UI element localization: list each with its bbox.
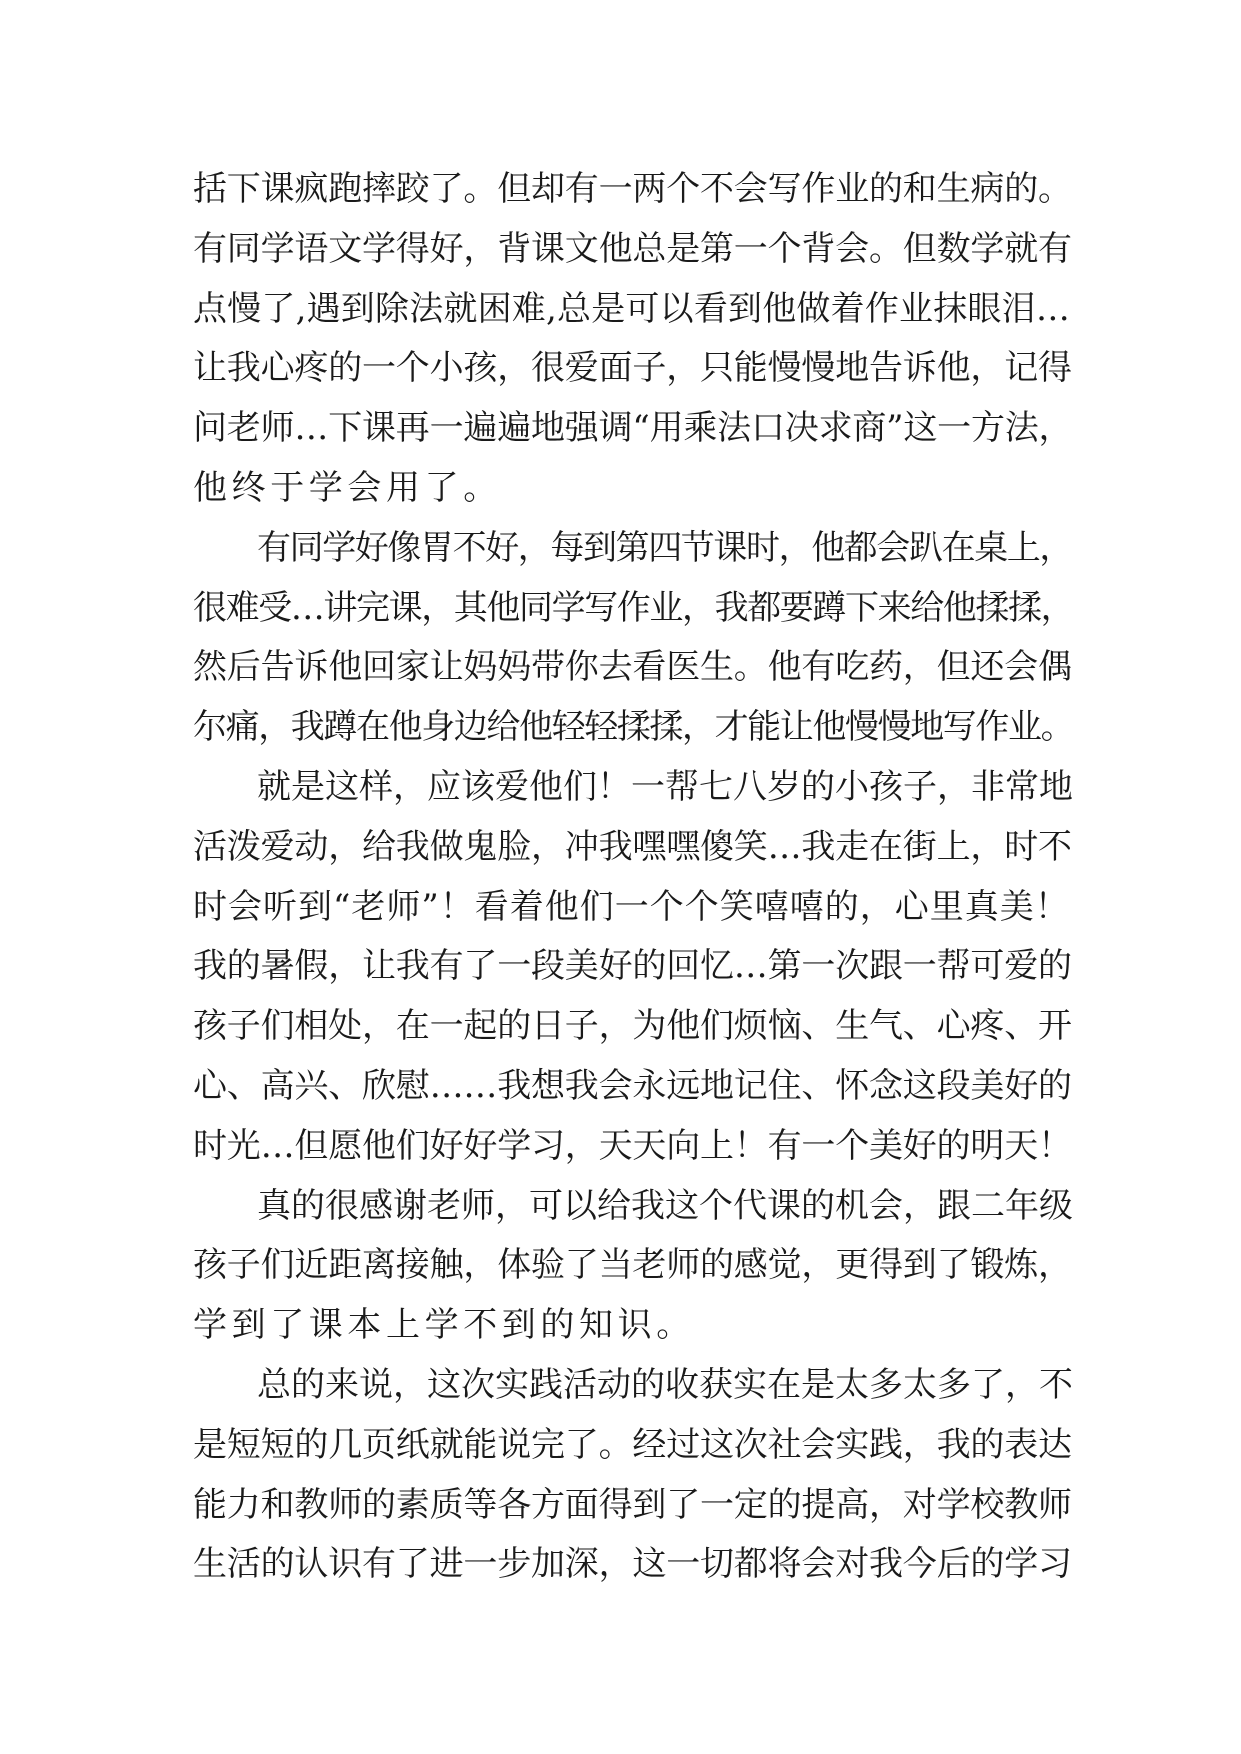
- text-line: 孩子们相处，在一起的日子，为他们烦恼、生气、心疼、开: [193, 1006, 1072, 1047]
- text-line: 有同学语文学得好，背课文他总是第一个背会。但数学就有: [193, 228, 1072, 269]
- text-line: 生活的认识有了进一步加深，这一切都将会对我今后的学习: [193, 1544, 1072, 1585]
- text-line: 我的暑假，让我有了一段美好的回忆…第一次跟一帮可爱的: [193, 946, 1072, 987]
- text-line: 心、高兴、欣慰……我想我会永远地记住、怀念这段美好的: [193, 1065, 1072, 1106]
- text-line: 然后告诉他回家让妈妈带你去看医生。他有吃药，但还会偶: [193, 647, 1072, 688]
- text-line: 活泼爱动，给我做鬼脸，冲我嘿嘿傻笑…我走在街上，时不: [193, 826, 1072, 867]
- text-line: 是短短的几页纸就能说完了。经过这次社会实践，我的表达: [193, 1424, 1072, 1465]
- body-text: [193, 160, 1073, 1595]
- text-line: 时会听到“老师”！看着他们一个个笑嘻嘻的，心里真美！: [193, 886, 1070, 927]
- text-line: 能力和教师的素质等各方面得到了一定的提高，对学校教师: [193, 1484, 1072, 1525]
- text-line: 括下课疯跑摔跤了。但却有一两个不会写作业的和生病的。: [193, 169, 1072, 209]
- text-line: 他终于学会用了。: [193, 467, 502, 508]
- text-line: 学到了课本上学不到的知识。: [193, 1305, 695, 1346]
- text-line: 尔痛，我蹲在他身边给他轻轻揉揉，才能让他慢慢地写作业。: [193, 707, 1074, 748]
- paragraph-first-line: 有同学好像胃不好，每到第四节课时，他都会趴在桌上，: [257, 527, 1072, 568]
- paragraph-first-line: 真的很感谢老师，可以给我这个代课的机会，跟二年级: [257, 1185, 1073, 1226]
- paragraph-first-line: 就是这样，应该爱他们！一帮七八岁的小孩子，非常地: [257, 766, 1073, 807]
- text-line: 孩子们近距离接触，体验了当老师的感觉，更得到了锻炼，: [193, 1245, 1072, 1286]
- text-line: 很难受…讲完课，其他同学写作业，我都要蹲下来给他揉揉，: [193, 587, 1074, 628]
- text-line: 时光…但愿他们好好学习，天天向上！有一个美好的明天！: [193, 1125, 1072, 1166]
- text-line: 问老师…下课再一遍遍地强调“用乘法口决求商”这一方法，: [193, 408, 1073, 449]
- paragraph-first-line: 总的来说，这次实践活动的收获实在是太多太多了，不: [257, 1364, 1073, 1405]
- text-line: 点慢了,遇到除法就困难,总是可以看到他做着作业抹眼泪…: [193, 288, 1071, 329]
- text-line: 让我心疼的一个小孩，很爱面子，只能慢慢地告诉他，记得: [193, 348, 1072, 389]
